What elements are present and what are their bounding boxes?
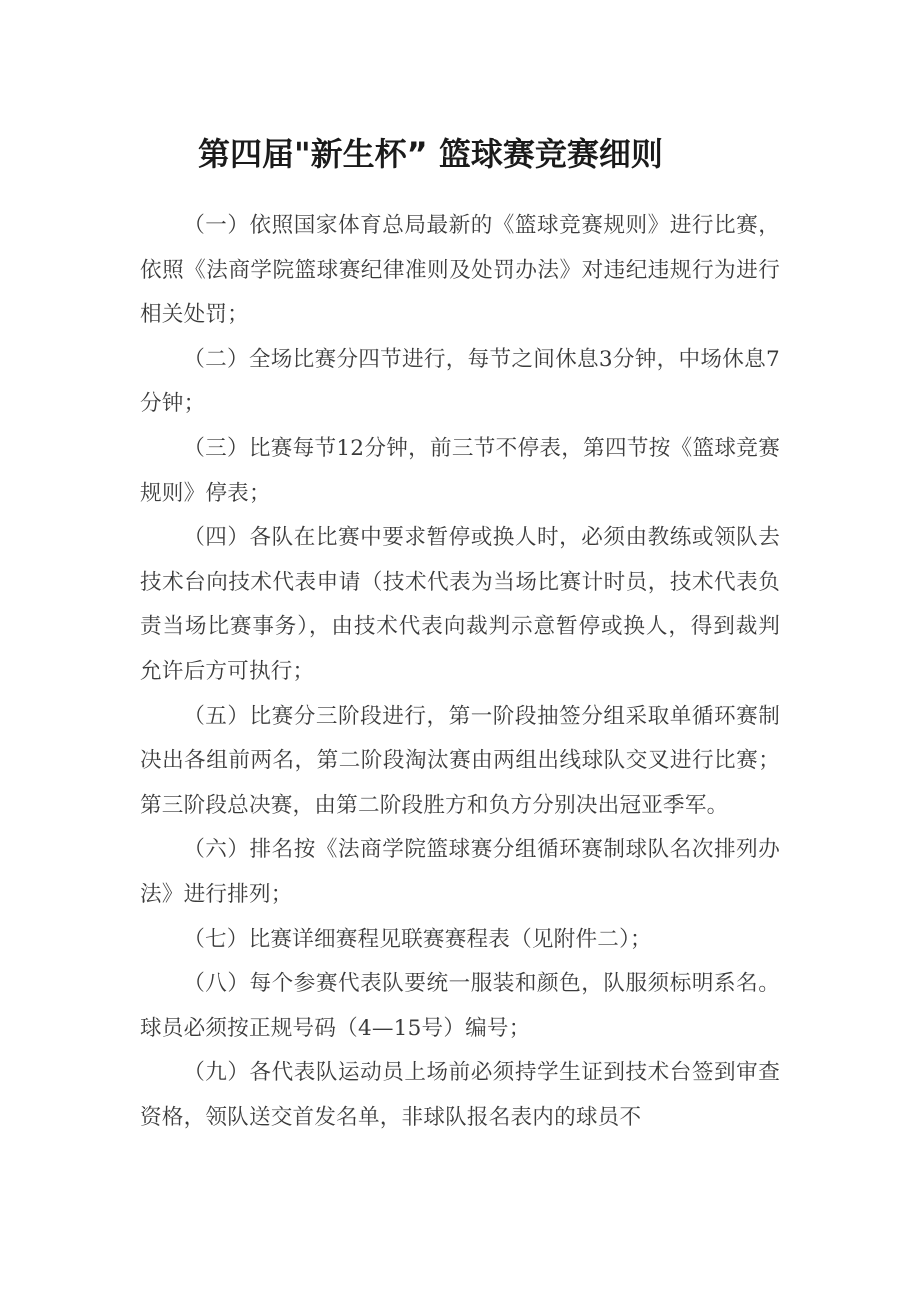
rule-paragraph-9: （九）各代表队运动员上场前必须持学生证到技术台签到审查资格，领队送交首发名单，非球队报名表内的球员不 (140, 1060, 780, 1130)
rule-paragraph-3: （三）比赛每节12分钟，前三节不停表，第四节按《篮球竞赛规则》停表； (140, 435, 780, 506)
rule-paragraph-1: （一）依照国家体育总局最新的《篮球竞赛规则》进行比赛，依照《法商学院篮球赛纪律准则及处罚办法》对违纪违规行为进行相关处罚； (140, 213, 780, 328)
rule-paragraph-6: （六）排名按《法商学院篮球赛分组循环赛制球队名次排列办法》进行排列； (140, 837, 780, 907)
rule-paragraph-8: （八）每个参赛代表队要统一服装和颜色，队服须标明系名。球员必须按正规号码（4—15号）编号； (140, 971, 780, 1041)
document-body (140, 204, 780, 1140)
rule-paragraph-2: （二）全场比赛分四节进行，每节之间休息3分钟，中场休息7分钟； (140, 346, 780, 417)
rule-paragraph-4: （四）各队在比赛中要求暂停或换人时，必须由教练或领队去技术台向技术代表申请（技术代表为当场比赛计时员，技术代表负责当场比赛事务），由技术代表向裁判示意暂停或换人，得到裁判允许后方可执行； (140, 525, 780, 684)
rule-paragraph-7: （七）比赛详细赛程见联赛赛程表（见附件二）； (183, 926, 652, 952)
document-title: 第四届"新生杯” 篮球赛竞赛细则 (198, 135, 663, 173)
rule-paragraph-5: （五）比赛分三阶段进行，第一阶段抽签分组采取单循环赛制决出各组前两名，第二阶段淘汰赛由两组出线球队交叉进行比赛；第三阶段总决赛，由第二阶段胜方和负方分别决出冠亚季军。 (140, 703, 780, 818)
